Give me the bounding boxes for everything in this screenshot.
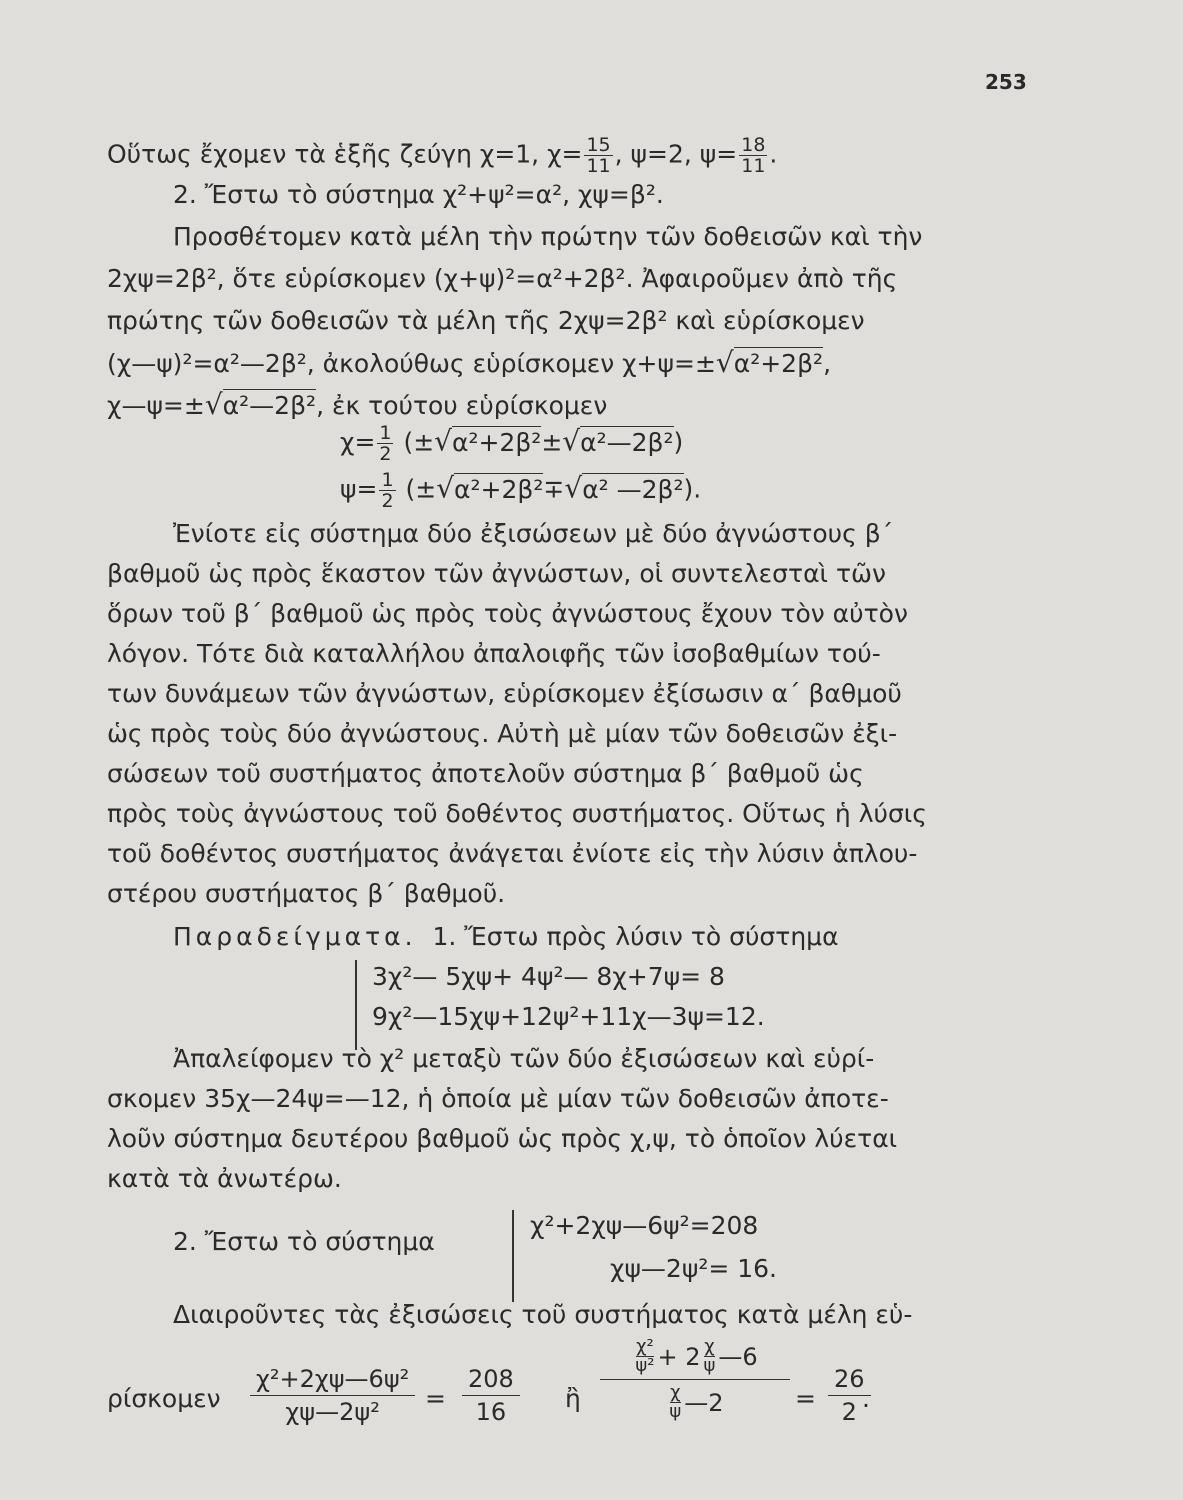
radical-sign: √ [564,471,583,505]
para3: Διαιροῦντες τὰς ἐξισώσεις τοῦ συστήματος κατὰ μέλη εὑ- [173,1300,913,1329]
examples-line: Παραδείγματα. 1. Ἔστω πρὸς λύσιν τὸ σύστημα [173,922,839,951]
system1-eq1: 3χ²— 5χψ+ 4ψ²— 8χ+7ψ= 8 [372,962,725,991]
final-equals-2: = [795,1384,816,1413]
page-number: 253 [985,70,1027,94]
line-5: πρώτης τῶν δοθεισῶν τὰ μέλη τῆς 2χψ=2β² καὶ εὑρίσκομεν [107,306,865,335]
final-fraction-2: $\frac{208}{16}$ [462,1365,520,1426]
radical-sign: √ [715,346,734,379]
final-period: . [862,1384,870,1413]
line-2: 2. Ἔστω τὸ σύστημα χ²+ψ²=α², χψ=β². [173,180,664,209]
final-equals-1: = [425,1384,446,1413]
para-line-4: λόγον. Τότε διὰ καταλλήλου ἀπαλοιφῆς τῶν ἰσοβαθμίων τού- [107,639,881,668]
compound-denominator: χ ψ —2 [669,1382,724,1422]
para-line-6: ὡς πρὸς τοὺς δύο ἀγνώστους. Αὐτὴ μὲ μίαν τῶν δοθεισῶν ἐξι- [107,719,898,748]
para2-line-1: Ἀπαλείφομεν τὸ χ² μεταξὺ τῶν δύο ἐξισώσεων καὶ εὑρί- [173,1044,875,1073]
radical-sign: √ [204,388,223,421]
para2-line-4: κατὰ τὰ ἀνωτέρω. [107,1164,342,1193]
compound-fraction [600,1338,790,1421]
compound-numerator: χ² ψ² + 2 χ ψ —6 [600,1338,790,1380]
para2-line-3: λοῦν σύστημα δευτέρου βαθμοῦ ὡς πρὸς χ,ψ, τὸ ὁποῖον λύεται [107,1124,898,1153]
system2-eq1: χ²+2χψ—6ψ²=208 [530,1211,759,1240]
system2-eq2: χψ—2ψ²= 16. [610,1254,778,1283]
para-line-5: των δυνάμεων τῶν ἀγνώστων, εὑρίσκομεν ἐξίσωσιν α´ βαθμοῦ [107,679,902,708]
final-prefix: ρίσκομεν [107,1384,221,1413]
fraction-18-11: $\frac{18}{11}$ [741,134,766,177]
brace-system-1 [355,960,357,1050]
para-line-7: σώσεων τοῦ συστήματος ἀποτελοῦν σύστημα β´ βαθμοῦ ὡς [107,759,864,788]
radical-sign: √ [436,471,455,505]
radical-sign: √ [434,424,452,458]
system1-eq2: 9χ²—15χψ+12ψ²+11χ—3ψ=12. [372,1002,765,1031]
line-6: (χ—ψ)²=α²—2β², ἀκολούθως εὑρίσκομεν χ+ψ=±√α²+2β², [107,346,832,379]
equation-x: χ= $\frac{1}{2}$ (±√α²+2β²±√α²—2β²) [340,422,684,465]
para-line-10: στέρου συστήματος β´ βαθμοῦ. [107,879,506,908]
para-line-2: βαθμοῦ ὡς πρὸς ἕκαστον τῶν ἀγνώστων, οἱ συντελεσταὶ τῶν [107,559,886,588]
radical-sign: √ [562,424,581,458]
example2-label: 2. Ἔστω τὸ σύστημα [173,1227,435,1256]
para-line-8: πρὸς τοὺς ἀγνώστους τοῦ δοθέντος συστήματος. Οὕτως ἡ λύσις [107,799,927,828]
brace-system-2 [512,1210,514,1302]
para-line-3: ὅρων τοῦ β´ βαθμοῦ ὡς πρὸς τοὺς ἀγνώστους ἔχουν τὸν αὐτὸν [107,599,908,628]
final-fraction-1: $\frac{\text{χ²+2χψ—6ψ²}}{\text{χψ—2ψ²}}$ [250,1365,415,1426]
line-1: Οὕτως ἔχομεν τὰ ἑξῆς ζεύγη χ=1, χ= $\frac{15}{11}$ , ψ=2, ψ= $\frac{18}{11}$ . [107,134,778,177]
line-3: Προσθέτομεν κατὰ μέλη τὴν πρώτην τῶν δοθεισῶν καὶ τὴν [173,222,923,251]
final-or: ἢ [565,1384,581,1413]
para-line-9: τοῦ δοθέντος συστήματος ἀνάγεται ἐνίοτε εἰς τὴν λύσιν ἁπλου- [107,839,918,868]
examples-heading: Παραδείγματα. [173,922,417,951]
final-fraction-3: $\frac{26}{2}$ [828,1365,871,1426]
para-line-1: Ἐνίοτε εἰς σύστημα δύο ἐξισώσεων μὲ δύο ἀγνώστους β´ [173,519,894,548]
line-4: 2χψ=2β², ὅτε εὑρίσκομεν (χ+ψ)²=α²+2β². Ἀφαιροῦμεν ἀπὸ τῆς [107,264,898,293]
line-7: χ—ψ=±√α²—2β², ἐκ τούτου εὑρίσκομεν [107,388,608,421]
fraction-15-11: $\frac{15}{11}$ [586,134,611,177]
equation-y: ψ= $\frac{1}{2}$ (±√α²+2β²∓√α² —2β²). [340,469,702,512]
para2-line-2: σκομεν 35χ—24ψ=—12, ἡ ὁποία μὲ μίαν τῶν δοθεισῶν ἀποτε- [107,1084,889,1113]
